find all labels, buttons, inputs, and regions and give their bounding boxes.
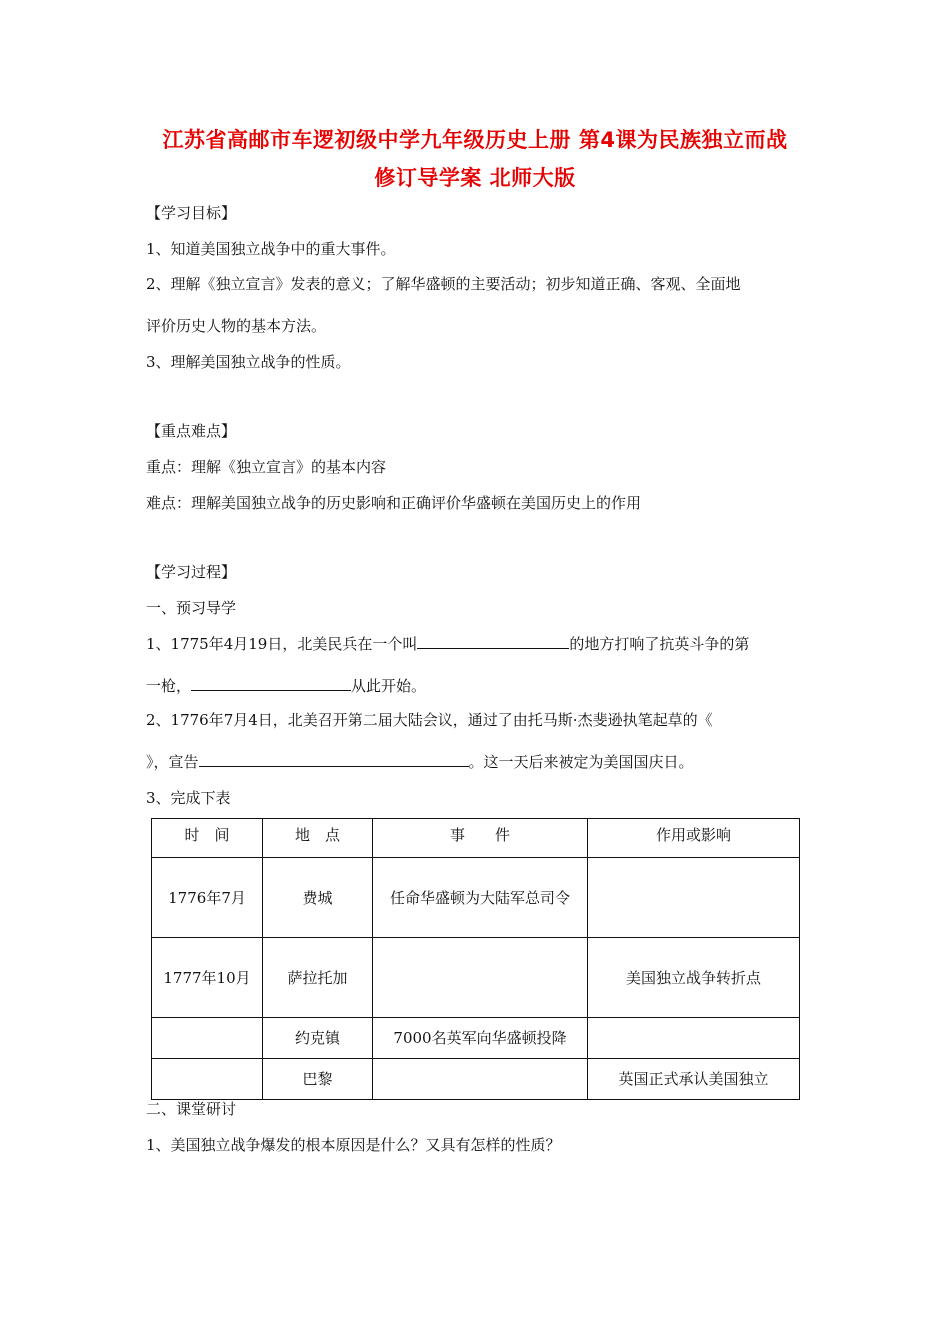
goal-2-line-a: 2、理解《独立宣言》发表的意义；了解华盛顿的主要活动；初步知道正确、客观、全面地 xyxy=(146,275,741,293)
cell-time[interactable] xyxy=(152,1018,263,1059)
question-1-text-b: 的地方打响了抗英斗争的第 xyxy=(569,635,750,653)
cell-place: 巴黎 xyxy=(263,1059,373,1100)
events-table xyxy=(151,818,800,1100)
question-2-line-a: 2、1776年7月4日，北美召开第二届大陆会议，通过了由托马斯·杰斐逊执笔起草的《 xyxy=(146,711,713,729)
cell-event: 7000名英军向华盛顿投降 xyxy=(373,1018,588,1059)
cell-time: 1777年10月 xyxy=(152,938,263,1018)
fill-blank-place[interactable] xyxy=(417,647,569,649)
question-2-text-a: 》，宣告 xyxy=(146,753,199,771)
cell-time: 1776年7月 xyxy=(152,858,263,938)
goal-1: 1、知道美国独立战争中的重大事件。 xyxy=(146,240,396,258)
table-row xyxy=(152,938,800,1018)
header-event: 事 件 xyxy=(373,819,588,858)
header-effect: 作用或影响 xyxy=(588,819,800,858)
table-row xyxy=(152,1018,800,1059)
question-2-line-b xyxy=(146,751,694,772)
header-time: 时 间 xyxy=(152,819,263,858)
cell-effect: 英国正式承认美国独立 xyxy=(588,1059,800,1100)
question-1-line-a xyxy=(146,633,749,654)
key-points-heading: 【重点难点】 xyxy=(146,422,237,440)
goal-3: 3、理解美国独立战争的性质。 xyxy=(146,353,351,371)
part-2-heading: 二、课堂研讨 xyxy=(146,1100,237,1118)
question-2-text-b: 。这一天后来被定为美国国庆日。 xyxy=(468,753,694,771)
cell-effect[interactable] xyxy=(588,1018,800,1059)
question-3: 3、完成下表 xyxy=(146,789,231,807)
key-point: 重点：理解《独立宣言》的基本内容 xyxy=(146,458,387,476)
question-1-text-a: 1、1775年4月19日，北美民兵在一个叫 xyxy=(146,635,418,653)
cell-time[interactable] xyxy=(152,1059,263,1100)
difficult-point: 难点：理解美国独立战争的历史影响和正确评价华盛顿在美国历史上的作用 xyxy=(146,494,642,512)
title-line-2: 修订导学案 北师大版 xyxy=(374,166,576,190)
header-place: 地 点 xyxy=(263,819,373,858)
cell-place: 约克镇 xyxy=(263,1018,373,1059)
cell-effect[interactable] xyxy=(588,858,800,938)
table-row xyxy=(152,1059,800,1100)
table-row xyxy=(152,858,800,938)
cell-event[interactable] xyxy=(373,938,588,1018)
title-line-1: 江苏省高邮市车逻初级中学九年级历史上册 第4课为民族独立而战 xyxy=(162,128,788,152)
table-header-row xyxy=(152,819,800,858)
cell-effect: 美国独立战争转折点 xyxy=(588,938,800,1018)
question-1-text-d: 从此开始。 xyxy=(351,677,427,695)
discussion-question-1: 1、美国独立战争爆发的根本原因是什么？又具有怎样的性质？ xyxy=(146,1136,561,1154)
question-1-line-b xyxy=(146,675,426,696)
question-1-text-c: 一枪， xyxy=(146,677,192,695)
cell-place: 萨拉托加 xyxy=(263,938,373,1018)
process-heading: 【学习过程】 xyxy=(146,563,237,581)
fill-blank-declaration[interactable] xyxy=(199,765,469,767)
fill-blank-war[interactable] xyxy=(191,689,351,691)
cell-place: 费城 xyxy=(263,858,373,938)
part-1-heading: 一、预习导学 xyxy=(146,599,237,617)
cell-event: 任命华盛顿为大陆军总司令 xyxy=(373,858,588,938)
cell-event[interactable] xyxy=(373,1059,588,1100)
goal-2-line-b: 评价历史人物的基本方法。 xyxy=(146,317,327,335)
goals-heading: 【学习目标】 xyxy=(146,204,237,222)
